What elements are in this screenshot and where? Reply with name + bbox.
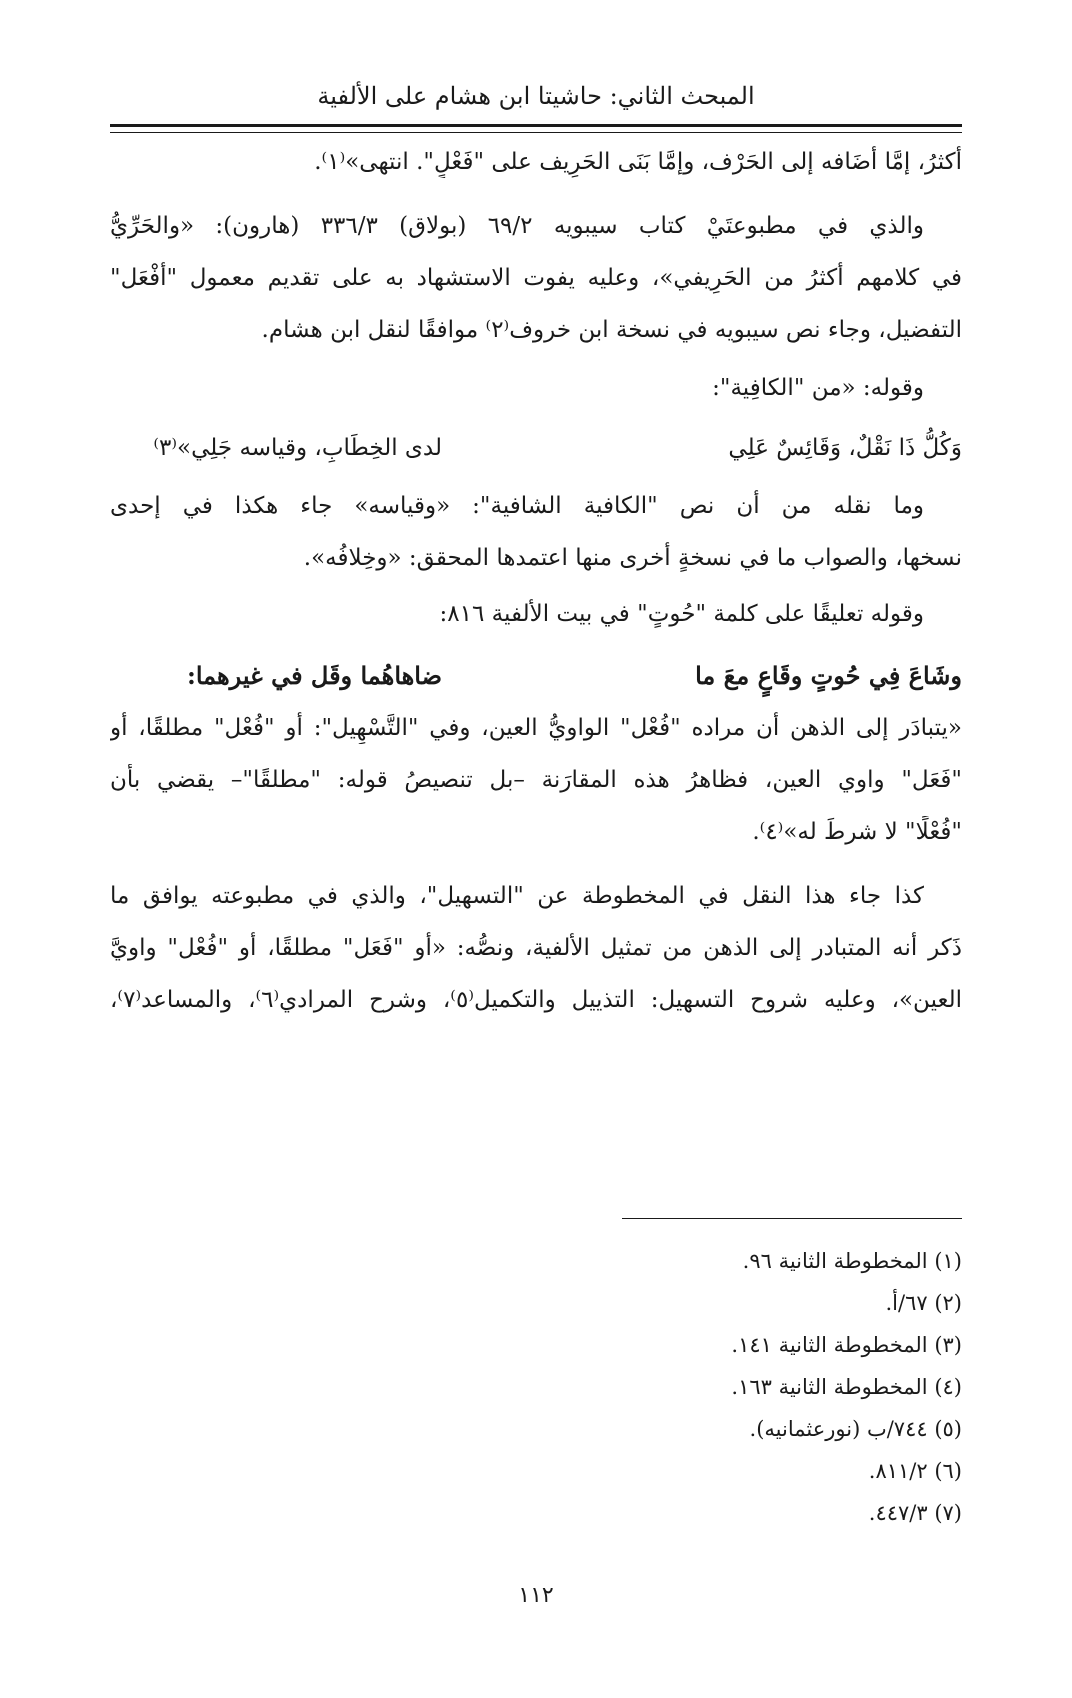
quote-line: "فَعَل" واوي العين، فظاهرُ هذه المقارَنة –بل تنصيصُ قوله: "مطلقًا"– يقضي بأن <box>110 767 962 793</box>
body-line: والذي في مطبوعتَيْ كتاب سيبويه ٦٩/٢ (بولاق) ٣٣٦/٣ (هارون): «والحَرِّيُّ <box>110 213 924 239</box>
body-line: التفضيل، وجاء نص سيبويه في نسخة ابن خروف⁽٢⁾ موافقًا لنقل ابن هشام. <box>261 317 962 343</box>
footnote: (٣) المخطوطة الثانية ١٤١. <box>731 1333 962 1357</box>
footnote: (١) المخطوطة الثانية ٩٦. <box>742 1249 962 1273</box>
body-line: العين»، وعليه شروح التسهيل: التذييل والتكميل⁽٥⁾، وشرح المرادي⁽٦⁾، والمساعد⁽٧⁾، <box>110 987 962 1013</box>
body-line: نسخها، والصواب ما في نسخةٍ أخرى منها اعتمدها المحقق: «وخِلافُه». <box>303 545 962 571</box>
footnote-separator <box>622 1218 962 1219</box>
footnote: (٦) ٨١١/٢. <box>868 1459 962 1483</box>
header-rule-thick <box>110 124 962 127</box>
body-line: وقوله تعليقًا على كلمة "حُوتٍ" في بيت الألفية ٨١٦: <box>439 601 924 627</box>
body-line: وما نقله من أن نص "الكافية الشافية": «وقياسه» جاء هكذا في إحدى <box>110 493 924 519</box>
body-line: ذَكر أنه المتبادر إلى الذهن من تمثيل الألفية، ونصُّه: «أو "فَعَل" مطلقًا، أو "فُعْل" واويَّ <box>110 935 962 961</box>
footnote: (٤) المخطوطة الثانية ١٦٣. <box>731 1375 962 1399</box>
quote-line: «يتبادَر إلى الذهن أن مراده "فُعْل" الواويُّ العين، وفي "التَّسْهِيل": أو "فُعْل" مطلقًا، أو <box>110 715 962 741</box>
verse-first-hemistich: وَكُلُّ ذَا نَقْلٌ، وَقَائِسٌ عَلِي <box>728 435 962 461</box>
header-rule-thin <box>110 132 962 133</box>
page-number: ١١٢ <box>518 1583 554 1608</box>
quote-line: "فُعْلًا" لا شرطَ له»⁽٤⁾. <box>752 819 962 845</box>
verse-first-hemistich: وشَاعَ فِي حُوتٍ وقَاعٍ معَ ما <box>695 661 962 690</box>
verse-second-hemistich: لدى الخِطَابِ، وقياسه جَلِي»⁽٣⁾ <box>153 435 442 461</box>
body-line: وقوله: «من "الكافِية": <box>712 375 924 401</box>
footnote: (٥) ٧٤٤/ب (نورعثمانيه). <box>749 1417 962 1441</box>
verse-second-hemistich: ضاهاهُما وقَل في غيرهما: <box>186 661 442 690</box>
running-header: المبحث الثاني: حاشيتا ابن هشام على الألفية <box>317 82 755 110</box>
footnote: (٧) ٤٤٧/٣. <box>868 1501 962 1525</box>
footnote: (٢) ٦٧/أ. <box>885 1291 962 1315</box>
body-line: كذا جاء هذا النقل في المخطوطة عن "التسهيل"، والذي في مطبوعته يوافق ما <box>110 883 924 909</box>
body-line: في كلامهم أكثرُ من الحَرِيفي»، وعليه يفوت الاستشهاد به على تقديم معمول "أَفْعَل" <box>110 265 962 291</box>
body-line: أكثرُ، إمَّا أَضَافه إلى الحَرْف، وإمَّا بَنَى الحَرِيف على "فَعْلٍ". انتهى»⁽١⁾. <box>314 149 962 175</box>
